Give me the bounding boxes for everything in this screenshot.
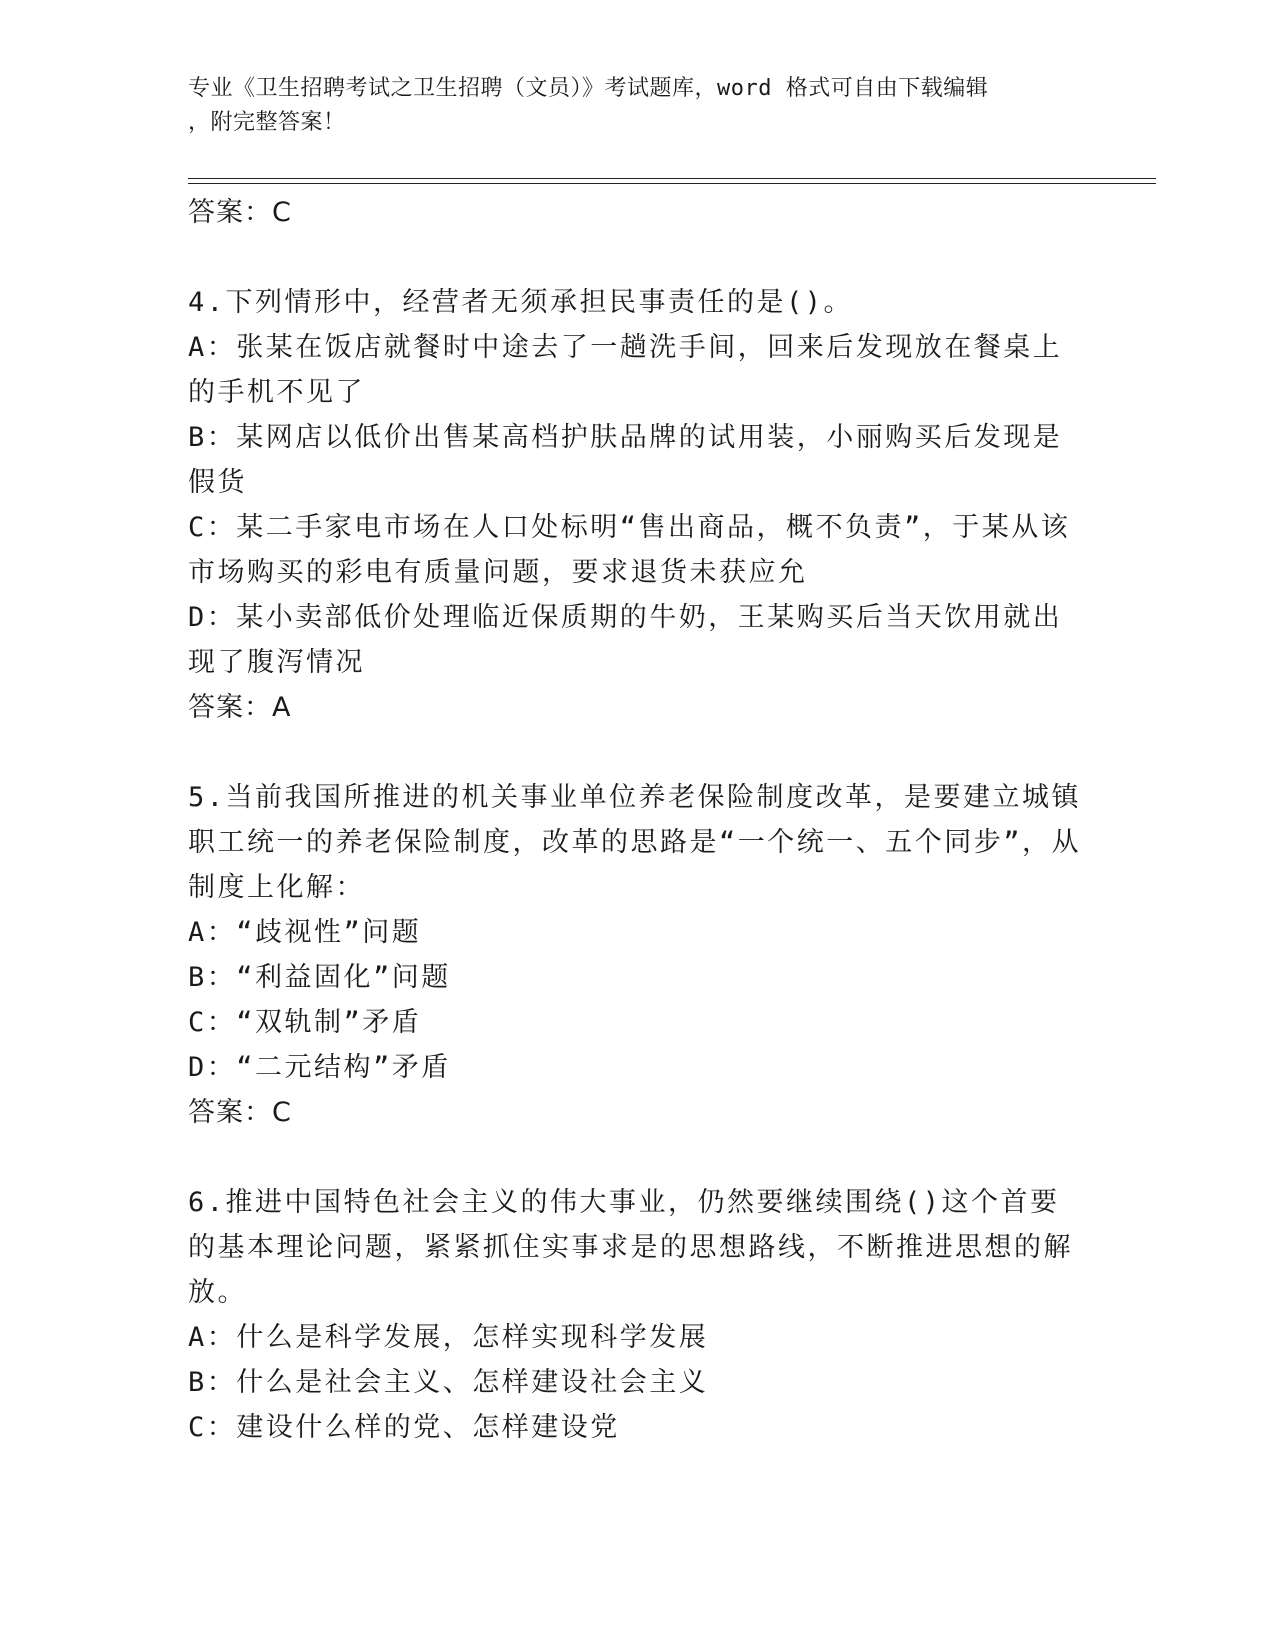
header-line-1: 专业《卫生招聘考试之卫生招聘（文员）》考试题库，word 格式可自由下载编辑 [188,76,989,101]
option-b: B：“利益固化”问题 [188,962,451,993]
option-b: B：什么是社会主义、怎样建设社会主义 [188,1367,709,1398]
option-a: A：什么是科学发展，怎样实现科学发展 [188,1322,709,1353]
question-stem: 4.下列情形中，经营者无须承担民事责任的是()。 [188,287,854,318]
option-d: D：某小卖部低价处理临近保质期的牛奶，王某购买后当天饮用就出现了腹泻情况 [188,602,1063,678]
option-a: A：张某在饭店就餐时中途去了一趟洗手间，回来后发现放在餐桌上的手机不见了 [188,332,1063,408]
answer: 答案：C [188,1097,292,1128]
question-stem: 6.推进中国特色社会主义的伟大事业，仍然要继续围绕()这个首要的基本理论问题，紧紧抓住实事求是的思想路线，不断推进思想的解放。 [188,1187,1073,1308]
option-c: C：“双轨制”矛盾 [188,1007,422,1038]
option-b: B：某网店以低价出售某高档护肤品牌的试用装，小丽购买后发现是假货 [188,422,1063,498]
question-stem: 5.当前我国所推进的机关事业单位养老保险制度改革，是要建立城镇职工统一的养老保险制度，改革的思路是“一个统一、五个同步”，从制度上化解： [188,782,1082,903]
question-6 [188,1180,1088,1450]
option-d: D：“二元结构”矛盾 [188,1052,451,1083]
answer: 答案：A [188,692,292,723]
option-c: C：某二手家电市场在人口处标明“售出商品，概不负责”，于某从该市场购买的彩电有质量问题，要求退货未获应允 [188,512,1071,588]
question-5 [188,775,1088,1135]
question-4 [188,280,1088,730]
header-line-2: ，附完整答案！ [188,110,346,135]
option-a: A：“歧视性”问题 [188,917,422,948]
header-rule-bottom [188,183,1156,184]
option-c: C：建设什么样的党、怎样建设党 [188,1412,620,1443]
document-header [188,72,1068,140]
question-content [188,190,1088,1450]
answer-prev: 答案：C [188,197,292,228]
header-rule-top [188,178,1156,179]
